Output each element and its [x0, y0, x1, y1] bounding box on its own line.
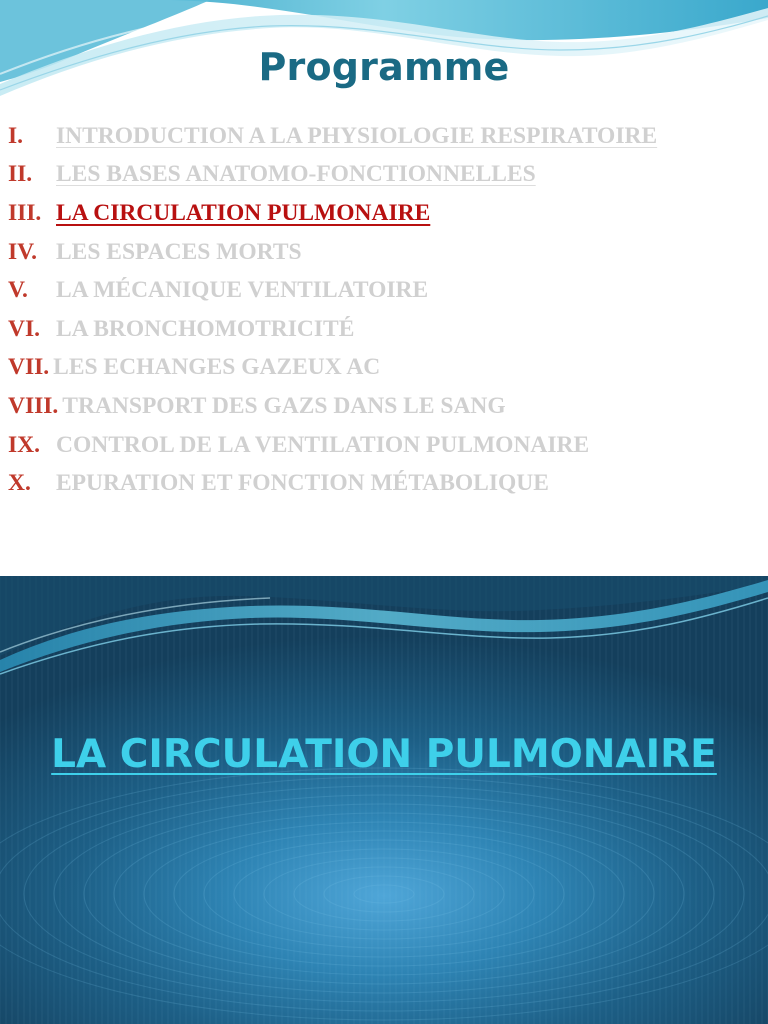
item-text: INTRODUCTION A LA PHYSIOLOGIE RESPIRATOIRE: [56, 122, 658, 149]
item-text: LES BASES ANATOMO-FONCTIONNELLES: [56, 161, 536, 188]
item-text: CONTROL DE LA VENTILATION PULMONAIRE: [56, 431, 590, 458]
list-item-active: [8, 194, 758, 233]
item-number: II.: [8, 161, 33, 188]
section-title-text: LA CIRCULATION PULMONAIRE: [51, 732, 717, 777]
item-number: IX.: [8, 431, 40, 458]
item-number: I.: [8, 122, 24, 149]
item-text: LES ECHANGES GAZEUX AC: [53, 354, 381, 381]
item-text: LES ESPACES MORTS: [56, 238, 302, 265]
list-item: [8, 233, 758, 272]
list-item: [8, 464, 758, 503]
item-number: X.: [8, 470, 31, 497]
header-wave-decoration: [0, 576, 768, 686]
list-item: [8, 349, 758, 388]
list-item: [8, 156, 758, 195]
item-text: TRANSPORT DES GAZS DANS LE SANG: [62, 392, 506, 419]
item-text: LA MÉCANIQUE VENTILATOIRE: [56, 277, 429, 304]
slide-title: Programme: [258, 45, 510, 89]
programme-list: [8, 117, 758, 503]
list-item: [8, 310, 758, 349]
item-number: IV.: [8, 238, 37, 265]
slide-section-title: [0, 576, 768, 1024]
item-number: VII.: [8, 354, 50, 381]
item-number: V.: [8, 277, 28, 304]
item-number: III.: [8, 199, 42, 226]
item-text: EPURATION ET FONCTION MÉTABOLIQUE: [56, 470, 549, 497]
list-item: [8, 271, 758, 310]
item-number: VI.: [8, 315, 40, 342]
list-item: [8, 117, 758, 156]
item-text: LA BRONCHOMOTRICITÉ: [56, 315, 355, 342]
list-item: [8, 387, 758, 426]
item-number: VIII.: [8, 392, 59, 419]
item-text-active: LA CIRCULATION PULMONAIRE: [56, 199, 431, 226]
section-title: [0, 732, 768, 777]
list-item: [8, 426, 758, 465]
